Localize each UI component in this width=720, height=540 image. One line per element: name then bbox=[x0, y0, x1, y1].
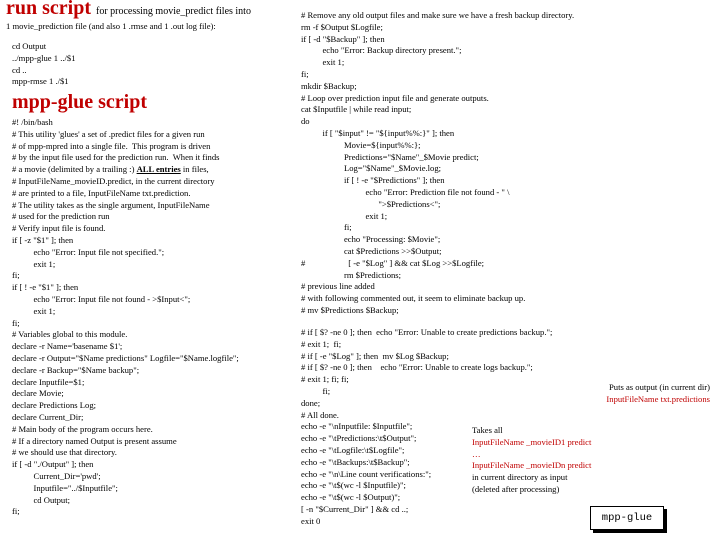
code-line: rm $Predictions; bbox=[301, 269, 402, 280]
code-line: declare Predictions Log; bbox=[12, 400, 96, 411]
code-line: # If a directory named Output is present assume bbox=[12, 435, 177, 446]
code-line: echo -e "\tBackups:\t$Backup"; bbox=[301, 456, 410, 467]
input-annotation bbox=[472, 425, 591, 496]
code-line: # mv $Predictions $Backup; bbox=[301, 304, 399, 315]
run-script-subtitle: for processing movie_predict files into bbox=[96, 6, 251, 17]
code-line: # The utility takes as the single argument, InputFileName bbox=[12, 199, 210, 210]
mpp-glue-box: mpp-glue bbox=[590, 506, 664, 530]
code-line: # with following commented out, it seem to eliminate backup up. bbox=[301, 293, 526, 304]
code-line: echo "Error: Input file not specified."; bbox=[12, 246, 165, 257]
code-line: echo -e "\t$(wc -l $Output)"; bbox=[301, 492, 401, 503]
code-line: echo -e "\n\Line count verifications:"; bbox=[301, 468, 432, 479]
code-line: echo "Error: Backup directory present."; bbox=[301, 45, 462, 56]
code-line: declare Inputfile=$1; bbox=[12, 376, 85, 387]
code-line: echo -e "\t$(wc -l $Inputfile)"; bbox=[301, 480, 406, 491]
code-line: # if [ $? -ne 0 ]; then echo "Error: Unable to create predictions backup."; bbox=[301, 327, 553, 337]
code-line: # of mpp-mpred into a single file. This program is driven bbox=[12, 140, 211, 151]
code-line: echo "Processing: $Movie"; bbox=[301, 234, 441, 245]
code-line: # All done. bbox=[301, 409, 339, 420]
code-line: echo "Error: Input file not found - >$Input<"; bbox=[12, 293, 191, 304]
annotation-line: in current directory as input bbox=[472, 472, 568, 483]
code-line: rm -f $Output $Logfile; bbox=[301, 21, 383, 32]
code-line: if [ ! -e "$1" ]; then bbox=[12, 282, 79, 293]
code-line: # Remove any old output files and make sure we have a fresh backup directory. bbox=[301, 10, 575, 20]
code-line: exit 1; bbox=[301, 210, 388, 221]
annotation-filename: InputFileName txt.predictions bbox=[606, 393, 710, 404]
code-line: declare Movie; bbox=[12, 388, 64, 399]
code-line: #! /bin/bash bbox=[12, 117, 53, 127]
code-line: exit 0 bbox=[301, 515, 321, 526]
code-line: if [ "$input" != "${input%%:}" ]; then bbox=[301, 127, 455, 138]
code-line: if [ -d "$Backup" ]; then bbox=[301, 33, 385, 44]
code-line: echo -e "\tPredictions:\t$Output"; bbox=[301, 433, 417, 444]
code-line: # Loop over prediction input file and generate outputs. bbox=[301, 92, 489, 103]
code-line: # Variables global to this module. bbox=[12, 329, 128, 340]
code-line: declare -r Backup="$Name backup"; bbox=[12, 364, 140, 375]
run-cmd-line: ../mpp-glue 1 ../$1 bbox=[12, 52, 76, 63]
run-script-title: run script for processing movie_predict files into bbox=[6, 0, 251, 19]
code-line: declare -r Output="$Name predictions" Logfile="$Name.logfile"; bbox=[12, 352, 239, 363]
annotation-filename: InputFileName _movieIDn predict bbox=[472, 460, 592, 471]
code-line: declare -r Name='basename $1'; bbox=[12, 341, 123, 352]
code-line: if [ ! -e "$Predictions" ]; then bbox=[301, 175, 445, 186]
code-line: Current_Dir='pwd'; bbox=[12, 470, 101, 481]
code-line: fi; bbox=[12, 270, 20, 281]
code-line: declare Current_Dir; bbox=[12, 411, 84, 422]
code-line-with-highlight: # a movie (delimited by a trailing :) ALL entries in files, bbox=[12, 164, 209, 175]
code-line: exit 1; bbox=[301, 57, 345, 68]
run-cmd-line: cd .. bbox=[12, 64, 27, 75]
code-line: cd Output; bbox=[12, 494, 71, 505]
code-line: # [ -e "$Log" ] && cat $Log >>$Logfile; bbox=[301, 257, 485, 268]
output-annotation bbox=[588, 382, 710, 406]
code-line: fi; bbox=[301, 222, 352, 233]
code-line: exit 1; bbox=[12, 258, 56, 269]
code-line: echo -e "\tLogfile:\t$Logfile"; bbox=[301, 444, 405, 455]
annotation-line: Takes all bbox=[472, 425, 503, 435]
code-line: fi; bbox=[12, 506, 20, 517]
code-line: fi; bbox=[301, 68, 309, 79]
code-line: ">$Predictions<"; bbox=[301, 198, 441, 209]
code-line: echo -e "\nInputfile: $Inputfile"; bbox=[301, 421, 413, 432]
code-line: # by the input file used for the prediction run. When it finds bbox=[12, 152, 220, 163]
code-line: do bbox=[301, 116, 310, 127]
run-commands bbox=[12, 41, 76, 88]
code-line: # Main body of the program occurs here. bbox=[12, 423, 153, 434]
code-line: # used for the prediction run bbox=[12, 211, 110, 222]
annotation-line: (deleted after processing) bbox=[472, 483, 560, 494]
code-line: # This utility 'glues' a set of .predict files for a given run bbox=[12, 128, 205, 139]
code-line: # if [ $? -ne 0 ]; then echo "Error: Unable to create logs backup."; bbox=[301, 362, 533, 373]
code-line: # if [ -e "$Log" ]; then mv $Log $Backup; bbox=[301, 350, 449, 361]
run-script-description: 1 movie_prediction file (and also 1 .rmse and 1 .out log file): bbox=[6, 21, 216, 31]
code-line: # InputFileName_movieID.predict, in the current directory bbox=[12, 175, 215, 186]
code-line: # exit 1; fi; fi; bbox=[301, 374, 349, 385]
code-line: # Verify input file is found. bbox=[12, 223, 106, 234]
code-line: # exit 1; fi; bbox=[301, 338, 342, 349]
all-entries-emphasis: ALL entries bbox=[136, 164, 181, 175]
code-line: if [ -d "./Output" ]; then bbox=[12, 459, 94, 470]
annotation-filename: InputFileName _movieID1 predict bbox=[472, 436, 592, 447]
code-line: fi; bbox=[301, 385, 331, 396]
code-line: fi; bbox=[12, 317, 20, 328]
code-line: # are printed to a file, InputFileName txt.prediction. bbox=[12, 187, 191, 198]
annotation-line: Puts as output (in current dir) bbox=[609, 382, 710, 392]
code-line: # previous line added bbox=[301, 281, 375, 292]
code-line: echo "Error: Prediction file not found - " \ bbox=[301, 186, 510, 197]
code-line: Log="$Name"_$Movie.log; bbox=[301, 163, 442, 174]
code-line: Inputfile="../$Inputfile"; bbox=[12, 482, 118, 493]
code-line: # we should use that directory. bbox=[12, 447, 117, 458]
code-line: cat $Predictions >>$Output; bbox=[301, 245, 442, 256]
right-code-block bbox=[301, 10, 574, 317]
code-line: done; bbox=[301, 397, 321, 408]
run-cmd-line: cd Output bbox=[12, 41, 47, 51]
code-line: mkdir $Backup; bbox=[301, 80, 357, 91]
run-cmd-line: mpp-rmse 1 ./$1 bbox=[12, 76, 69, 87]
code-line: cat $Inputfile | while read input; bbox=[301, 104, 412, 115]
left-code-block bbox=[12, 117, 239, 518]
code-line: Movie=${input%%:}; bbox=[301, 139, 421, 150]
code-line: [ -n "$Current_Dir" ] && cd ..; bbox=[301, 503, 409, 514]
code-line: exit 1; bbox=[12, 305, 56, 316]
annotation-ellipsis: … bbox=[472, 448, 481, 459]
code-line: Predictions="$Name"_$Movie predict; bbox=[301, 151, 479, 162]
code-line: if [ -z "$1" ]; then bbox=[12, 234, 74, 245]
glue-script-title: mpp-glue script bbox=[12, 91, 147, 113]
